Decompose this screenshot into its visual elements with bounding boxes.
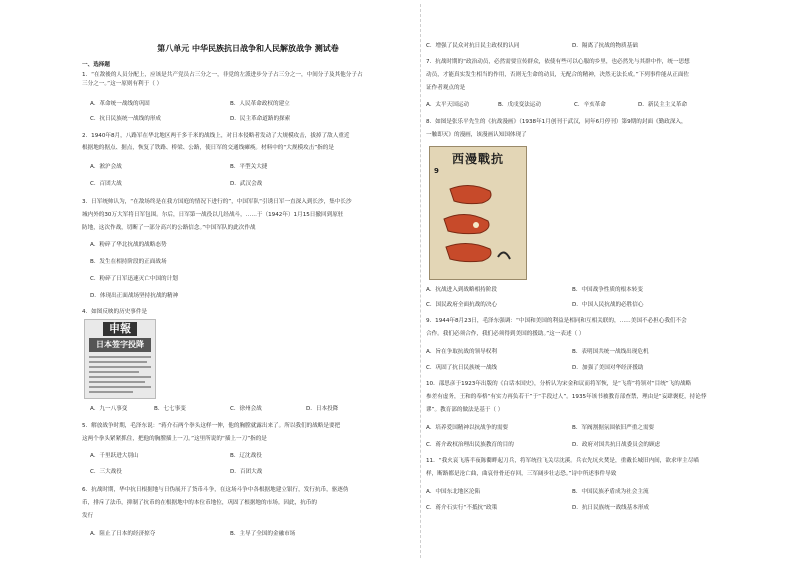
q10-line1: 10．邵思彦于1923年出版的《白话本国史》，分析认为宋金和议而将军恢，是“飞将”将领对“目统”飞的战略 (426, 381, 692, 387)
q6-option-a[interactable]: A．阻止了日本的经济掠夺 (90, 531, 156, 537)
q2-option-c[interactable]: C．百团大战 (90, 181, 122, 187)
left-column (80, 0, 416, 562)
cartoon-hands-drawing (430, 147, 526, 279)
poster-issue-number: 9 (434, 167, 439, 175)
q5-option-a[interactable]: A．千里跃进大别山 (90, 453, 139, 459)
q4-option-d[interactable]: D．日本投降 (306, 406, 339, 412)
q2-option-a[interactable]: A．淞沪会战 (90, 164, 122, 170)
q7-option-a[interactable]: A．太平天国运动 (426, 102, 469, 108)
q6-option-b[interactable]: B．主导了全国的金融市场 (230, 531, 296, 537)
q10-line3: 谬”。教育部的做法是基于（ ） (426, 407, 504, 413)
exam-title: 第八单元 中华民族抗日战争和人民解放战争 测试卷 (157, 44, 339, 53)
cartoon-poster-image (429, 146, 527, 280)
q9-option-d[interactable]: D．加强了美国对华经济援助 (572, 365, 644, 371)
poster-side-caption (514, 187, 520, 257)
q3-option-c[interactable]: C．粉碎了日军迅速灭亡中国的计划 (90, 276, 178, 282)
q10-option-c[interactable]: C．蒋介政权治理出民族教育的目的 (426, 442, 514, 448)
q2-line2: 根据地的据点、据点，恢复了铁路、桥梁、公路，使日军的交通线瘫痪。材料中的“大规模攻击”指的是 (82, 145, 334, 151)
section-heading: 一、选择题 (82, 62, 110, 68)
q1-line2: 三分之一。”这一原则有利于（ ） (82, 81, 163, 87)
q8-option-b[interactable]: B．中国战争性质的根本转变 (572, 287, 643, 293)
q10-line2: 参差有虚务，王和的奉格“有实力再负若干”于“手段过人”。1935年该书被教育部查禁，理由是“妄肆褒贬，持论悖 (426, 394, 707, 400)
q8-line2: 一触即灭》的漫画，该漫画认知国体现了 (426, 132, 527, 138)
q9-option-c[interactable]: C．巩固了抗日民族统一战线 (426, 365, 498, 371)
q8-option-a[interactable]: A．抗战进入到战略相持阶段 (426, 287, 497, 293)
q2-line1: 2．1940年8月，八路军在华北地区两千多千米的战线上，对日本侵略者发动了大规模攻击，拔掉了敌人重近 (82, 133, 350, 139)
fold-line (420, 4, 422, 558)
q6-line3: 发行 (82, 513, 94, 519)
q5-option-d[interactable]: D．百团大战 (230, 469, 263, 475)
q4-option-c[interactable]: C．徐州会战 (230, 406, 262, 412)
q7-option-c[interactable]: C．辛亥革命 (574, 102, 606, 108)
q4-option-a[interactable]: A．九一八事变 (90, 406, 128, 412)
q9-option-a[interactable]: A．旨在争取抗战的领导权利 (426, 349, 497, 355)
q11-option-a[interactable]: A．中国东北地区沦陷 (426, 489, 481, 495)
q5-line2: 这两个拳头紧紧抓住，把他的胸膛插上一刀。”这里所说的“插上一刀”指的是 (82, 436, 267, 442)
q1-option-c[interactable]: C．抗日民族统一战线的形成 (90, 116, 162, 122)
q10-option-a[interactable]: A．培养爱国精神以抗战争的需要 (426, 425, 509, 431)
q3-line1: 3．日军统帅认为，“在敌场终是在我方国庭的情况下进行的”，中国军队“引诱日军一直深入到长沙，集中长沙 (82, 199, 352, 205)
q8-option-d[interactable]: D．中国人民抗战的必胜信心 (572, 302, 644, 308)
q11-option-b[interactable]: B．中国民族矛盾成为社会主流 (572, 489, 649, 495)
q4-line1: 4．如图反映的历史事件是 (82, 309, 148, 315)
q10-option-d[interactable]: D．政府对国共抗日战委员会的顾虑 (572, 442, 661, 448)
q2-option-b[interactable]: B．平型关大捷 (230, 164, 268, 170)
q1-option-b[interactable]: B．人民革命政权的建立 (230, 101, 290, 107)
q11-option-c[interactable]: C．蒋介石实行“不抵抗”政策 (426, 505, 498, 511)
q2-option-d[interactable]: D．武汉会战 (230, 181, 263, 187)
q3-line2: 城内外的30万大军将日军包围。尔后，日军第一战役以几经战斗，……于（1942年）1月15日撤回到原驻 (82, 212, 344, 218)
q3-option-a[interactable]: A．粉碎了华北抗战的战略态势 (90, 242, 167, 248)
q6-line2: 币，排斥了法币，抑制了抗币的在根据地中的本位币地位，巩固了根据地的市场。因此，抗币的 (82, 500, 317, 506)
q5-option-c[interactable]: C．三大战役 (90, 469, 122, 475)
q3-option-b[interactable]: B．发生在相持阶段的正面战场 (90, 259, 167, 265)
q10-option-b[interactable]: B．军阀割据氛围依旧严重之需要 (572, 425, 655, 431)
newspaper-headline: 日本签字投降 (96, 340, 144, 349)
q9-line1: 9．1944年8月23日，毛泽东强调：“中国和美国的利益是相同和互相关联的，……美国不必担心我们不会 (426, 318, 687, 324)
poster-title: 西漫戰抗 (451, 152, 504, 166)
q8-option-c[interactable]: C．国民政府全面抗战的决心 (426, 302, 498, 308)
q9-line2: 合作。我们必须合作，我们必须得到美国的援助。”这一表述（ ） (426, 331, 585, 337)
q8-line1: 8．如图是张乐平先生的《抗战漫画》（1938年1月创刊于武汉，同年6月停刊）第9期的封面《勤政深入， (426, 119, 687, 125)
q6-option-c[interactable]: C．增强了民众对抗日民主政权的认同 (426, 43, 520, 49)
q6-line1: 6．抗战时期，华中抗日根据地与日伪展开了货币斗争，在这场斗争中各根据地建立银行，发行抗币，驱逐伪 (82, 487, 349, 493)
newspaper-masthead-text: 申報 (109, 322, 131, 335)
q4-option-b[interactable]: B．七七事变 (154, 406, 186, 412)
q7-option-d[interactable]: D．新民主主义革命 (638, 102, 688, 108)
q3-option-d[interactable]: D．体现出正面战场坚持抗战的精神 (90, 293, 179, 299)
q7-line1: 7．抗战时期的“政治动员，必然需要宣传群众，依使有些可以心服的乡里，也必然先与其群中作，统一思想 (426, 59, 690, 65)
q7-line2: 动员，才能真实发生相当的作用，否则无生命的动员，无配合的精神，决然无法长成。”下列事件能从正面佐 (426, 72, 690, 78)
q11-line1: 11．“我火哀飞落半夜陈衢畔起刀兵，将军统往飞关尽沈溪。兵衣先坑火焚是，重戴长城旧内间，欲求审主尽喵 (426, 458, 699, 464)
q3-line3: 防地，这次作战，切断了一部分高兴的公路信念。”中国军队的此次作战 (82, 225, 256, 231)
q5-line1: 5．解放战争时期，毛泽东说：“蒋介石两个拳头这样一伸，他的胸膛就露出来了。所以我们的战略是要把 (82, 423, 341, 429)
newspaper-image (84, 319, 156, 399)
q11-option-d[interactable]: D．抗日民族统一战线基本形成 (572, 505, 650, 511)
q1-option-a[interactable]: A．革命统一战线的巩固 (90, 101, 150, 107)
q7-line3: 证作者观点的是 (426, 85, 466, 91)
q9-option-b[interactable]: B．表明国共统一战线出现危机 (572, 349, 649, 355)
q11-line2: 样，断路都是沧亡曲，曲哀骨骨还存回，三军阔步壮志恐。”诗中所述事件导致 (426, 471, 617, 477)
q7-option-b[interactable]: B．戊戌变法运动 (498, 102, 541, 108)
right-column (424, 0, 720, 562)
q6-option-d[interactable]: D．隔离了抗战的物质基础 (572, 43, 638, 49)
q1-line1: 1．“在敌後的人员分配上，应该是共产党员占三分之一，非党的左派进步分子占三分之一，中间分子及其他分子占 (82, 72, 363, 78)
q5-option-b[interactable]: B．辽沈战役 (230, 453, 262, 459)
q1-option-d[interactable]: D．民主革命道路的探索 (230, 116, 291, 122)
